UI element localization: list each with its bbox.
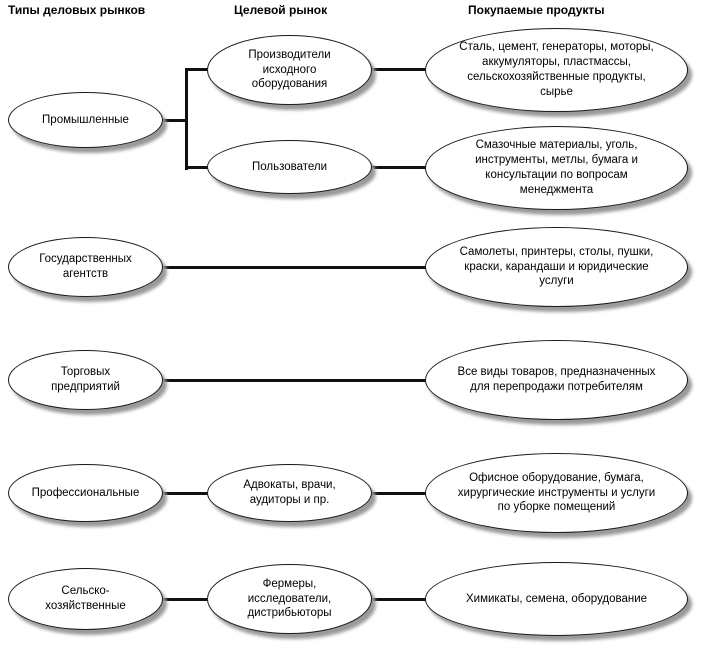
node-resellers-products bbox=[425, 340, 688, 420]
node-oem-products bbox=[425, 28, 688, 112]
node-professional-target bbox=[207, 464, 372, 522]
node-agricultural bbox=[8, 568, 163, 630]
node-oem bbox=[207, 35, 372, 105]
node-users-products-label: Смазочные материалы, уголь, инструменты, метлы, бумага и консультации по вопросам менеджмента bbox=[475, 139, 638, 196]
node-professional-products bbox=[425, 453, 688, 533]
node-industrial-label: Промышленные bbox=[42, 113, 129, 126]
column-header-target-market: Целевой рынок bbox=[234, 3, 328, 17]
column-header-purchased-products: Покупаемые продукты bbox=[468, 3, 605, 17]
node-agricultural-target-label: Фермеры, исследователи, дистрибьюторы bbox=[247, 577, 332, 620]
node-professional bbox=[8, 464, 163, 522]
node-agricultural-products-label: Химикаты, семена, оборудование bbox=[465, 592, 648, 605]
node-professional-label: Профессиональные bbox=[31, 486, 140, 499]
connector-resellers-products bbox=[158, 379, 430, 382]
node-oem-products-label: Сталь, цемент, генераторы, моторы, аккумуляторы, пластмассы, сельскохозяйственные продукты, сырье bbox=[459, 41, 654, 98]
connector-users-products bbox=[368, 166, 430, 169]
node-professional-target-label: Адвокаты, врачи, аудиторы и пр. bbox=[243, 479, 336, 506]
node-resellers-products-label: Все виды товаров, предназначенных для перепродажи потребителям bbox=[457, 366, 656, 393]
node-professional-products-label: Офисное оборудование, бумага, хирургические инструменты и услуги по уборке помещений bbox=[457, 471, 656, 514]
node-agricultural-products bbox=[425, 562, 688, 636]
node-government-label: Государственных агентств bbox=[39, 253, 132, 280]
connector-agricultural-products bbox=[368, 598, 432, 601]
node-government-products bbox=[425, 227, 688, 307]
node-users-label: Пользователи bbox=[251, 160, 328, 173]
column-header-market-types: Типы деловых рынков bbox=[8, 3, 146, 17]
connector-professional-products bbox=[366, 492, 430, 495]
node-agricultural-target bbox=[207, 564, 372, 634]
node-oem-label: Производители исходного оборудования bbox=[248, 48, 331, 91]
node-users-products bbox=[425, 126, 688, 210]
connector-agricultural-target bbox=[158, 598, 214, 601]
node-resellers bbox=[8, 350, 163, 410]
connector-industrial-split bbox=[185, 68, 188, 170]
connector-professional-target bbox=[158, 492, 214, 495]
connector-oem-products bbox=[368, 68, 430, 71]
node-government-products-label: Самолеты, принтеры, столы, пушки, краски, карандаши и юридические услуги bbox=[459, 245, 654, 288]
node-resellers-label: Торговых предприятий bbox=[51, 366, 120, 393]
node-industrial bbox=[8, 92, 163, 148]
node-users bbox=[207, 140, 372, 194]
node-government bbox=[8, 237, 163, 297]
node-agricultural-label: Сельско-хозяйственные bbox=[45, 585, 126, 612]
connector-government-products bbox=[158, 266, 430, 269]
